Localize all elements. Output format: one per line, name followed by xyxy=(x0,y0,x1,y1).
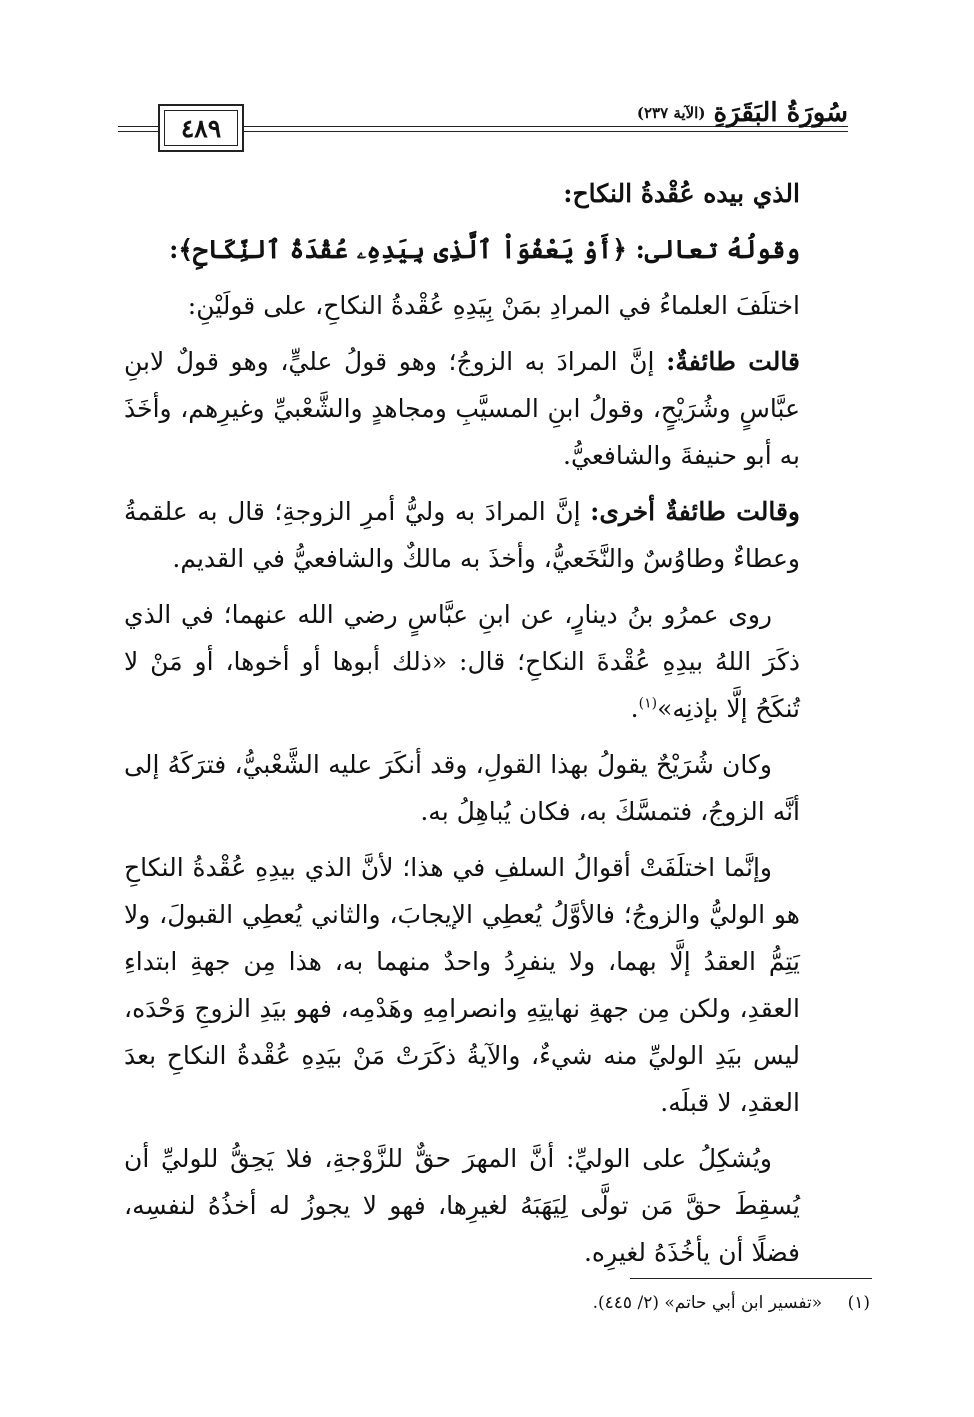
surah-title xyxy=(627,100,848,126)
paragraph-5: وكان شُرَيْحٌ يقولُ بهذا القولِ، وقد أنكَرَ عليه الشَّعْبيُّ، فترَكَهُ إلى أنَّه الزوجُ، فتمسَّكَ به، فكان يُباهِلُ به. xyxy=(124,750,800,826)
paragraph-4 xyxy=(124,591,800,732)
footnote-number: (١) xyxy=(847,1293,870,1313)
paragraph-1: اختلَفَ العلماءُ في المرادِ بمَنْ بِيَدِهِ عُقْدةُ النكاحِ، على قولَيْنِ: xyxy=(187,291,800,320)
footnote-separator xyxy=(630,1278,872,1279)
verse-intro: وقولُهُ تعالى: ﴿أَوْ يَعْفُوَاْ ٱلَّذِى بِيَدِهِۦ عُقْدَةُ ٱلنِّكَاحِ﴾: xyxy=(169,235,800,264)
body-text xyxy=(124,170,800,1276)
page-number: ٤٨٩ xyxy=(164,110,238,146)
paragraph-4-end: . xyxy=(630,694,639,723)
paragraph-2-text: إنَّ المرادَ به الزوجُ؛ وهو قولُ عليٍّ، وهو قولٌ لابنِ عبَّاسٍ وشُرَيْحٍ، وقولُ ابنِ المسيَّبِ ومجاهدٍ والشَّعْبيِّ وغيرِهم، وأخَذَ به أبو حنيفةَ والشافعيُّ. xyxy=(124,347,800,470)
surah-name: سُورَةُ البَقَرَةِ xyxy=(713,98,848,128)
ayah-reference: (الآية ٢٣٧) xyxy=(636,104,706,122)
paragraph-6: وإنَّما اختلَفَتْ أقوالُ السلفِ في هذا؛ لأنَّ الذي بيدِهِ عُقْدةُ النكاحِ هو الوليُّ والزوجُ؛ فالأوَّلُ يُعطِي الإيجابَ، والثاني يُعطِي القبولَ، ولا يَتِمُّ العقدُ إلَّا بهما، ولا ينفرِدُ واحدٌ منهما به، هذا مِن جهةِ ابتداءِ العقدِ، ولكن مِن جهةِ نهايتِهِ وانصرامِهِ وهَدْمِه، فهو بيَدِ الزوجِ وَحْدَه، ليس بيَدِ الوليِّ منه شيءٌ، والآيةُ ذكَرَتْ مَنْ بيَدِهِ عُقْدةُ النكاحِ بعدَ العقدِ، لا قبلَه. xyxy=(124,853,800,1117)
paragraph-3-text: إنَّ المرادَ به وليُّ أمرِ الزوجةِ؛ قال به علقمةُ وعطاءٌ وطاوُسٌ والنَّخَعيُّ، وأخذَ به مالكٌ والشافعيُّ في القديم. xyxy=(124,497,800,573)
paragraph-4-text: روى عمرُو بنُ دينارٍ، عن ابنِ عبَّاسٍ رضي الله عنهما؛ في الذي ذكَرَ اللهُ بيدِهِ عُقْدةَ النكاحِ؛ قال: «ذلك أبوها أو أخوها، أو مَنْ لا تُنكَحُ إلَّا بإذنِه» xyxy=(124,600,800,723)
paragraph-3-lead: وقالت طائفةٌ أخرى: xyxy=(590,497,801,526)
page-header xyxy=(118,100,848,156)
paragraph-3 xyxy=(124,488,800,582)
section-heading: الذي بيده عُقْدةُ النكاح: xyxy=(563,179,800,208)
footnote-reference: (١) xyxy=(638,695,658,712)
page-number-frame xyxy=(158,104,244,152)
paragraph-2 xyxy=(124,338,800,479)
paragraph-2-lead: قالت طائفةٌ: xyxy=(666,347,800,376)
footnote xyxy=(300,1288,870,1318)
footnote-text: «تفسير ابن أبي حاتم» (٢/ ٤٤٥). xyxy=(592,1293,823,1313)
paragraph-7: ويُشكِلُ على الوليِّ: أنَّ المهرَ حقٌّ للزَّوْجةِ، فلا يَحِقُّ للوليِّ أن يُسقِطَ حقَّ مَن تولَّى لِيَهَبَهُ لغيرِها، فهو لا يجوزُ له أخذُهُ لنفسِه، فضلًا أن يأخُذَهُ لغيرِه. xyxy=(124,1144,800,1267)
